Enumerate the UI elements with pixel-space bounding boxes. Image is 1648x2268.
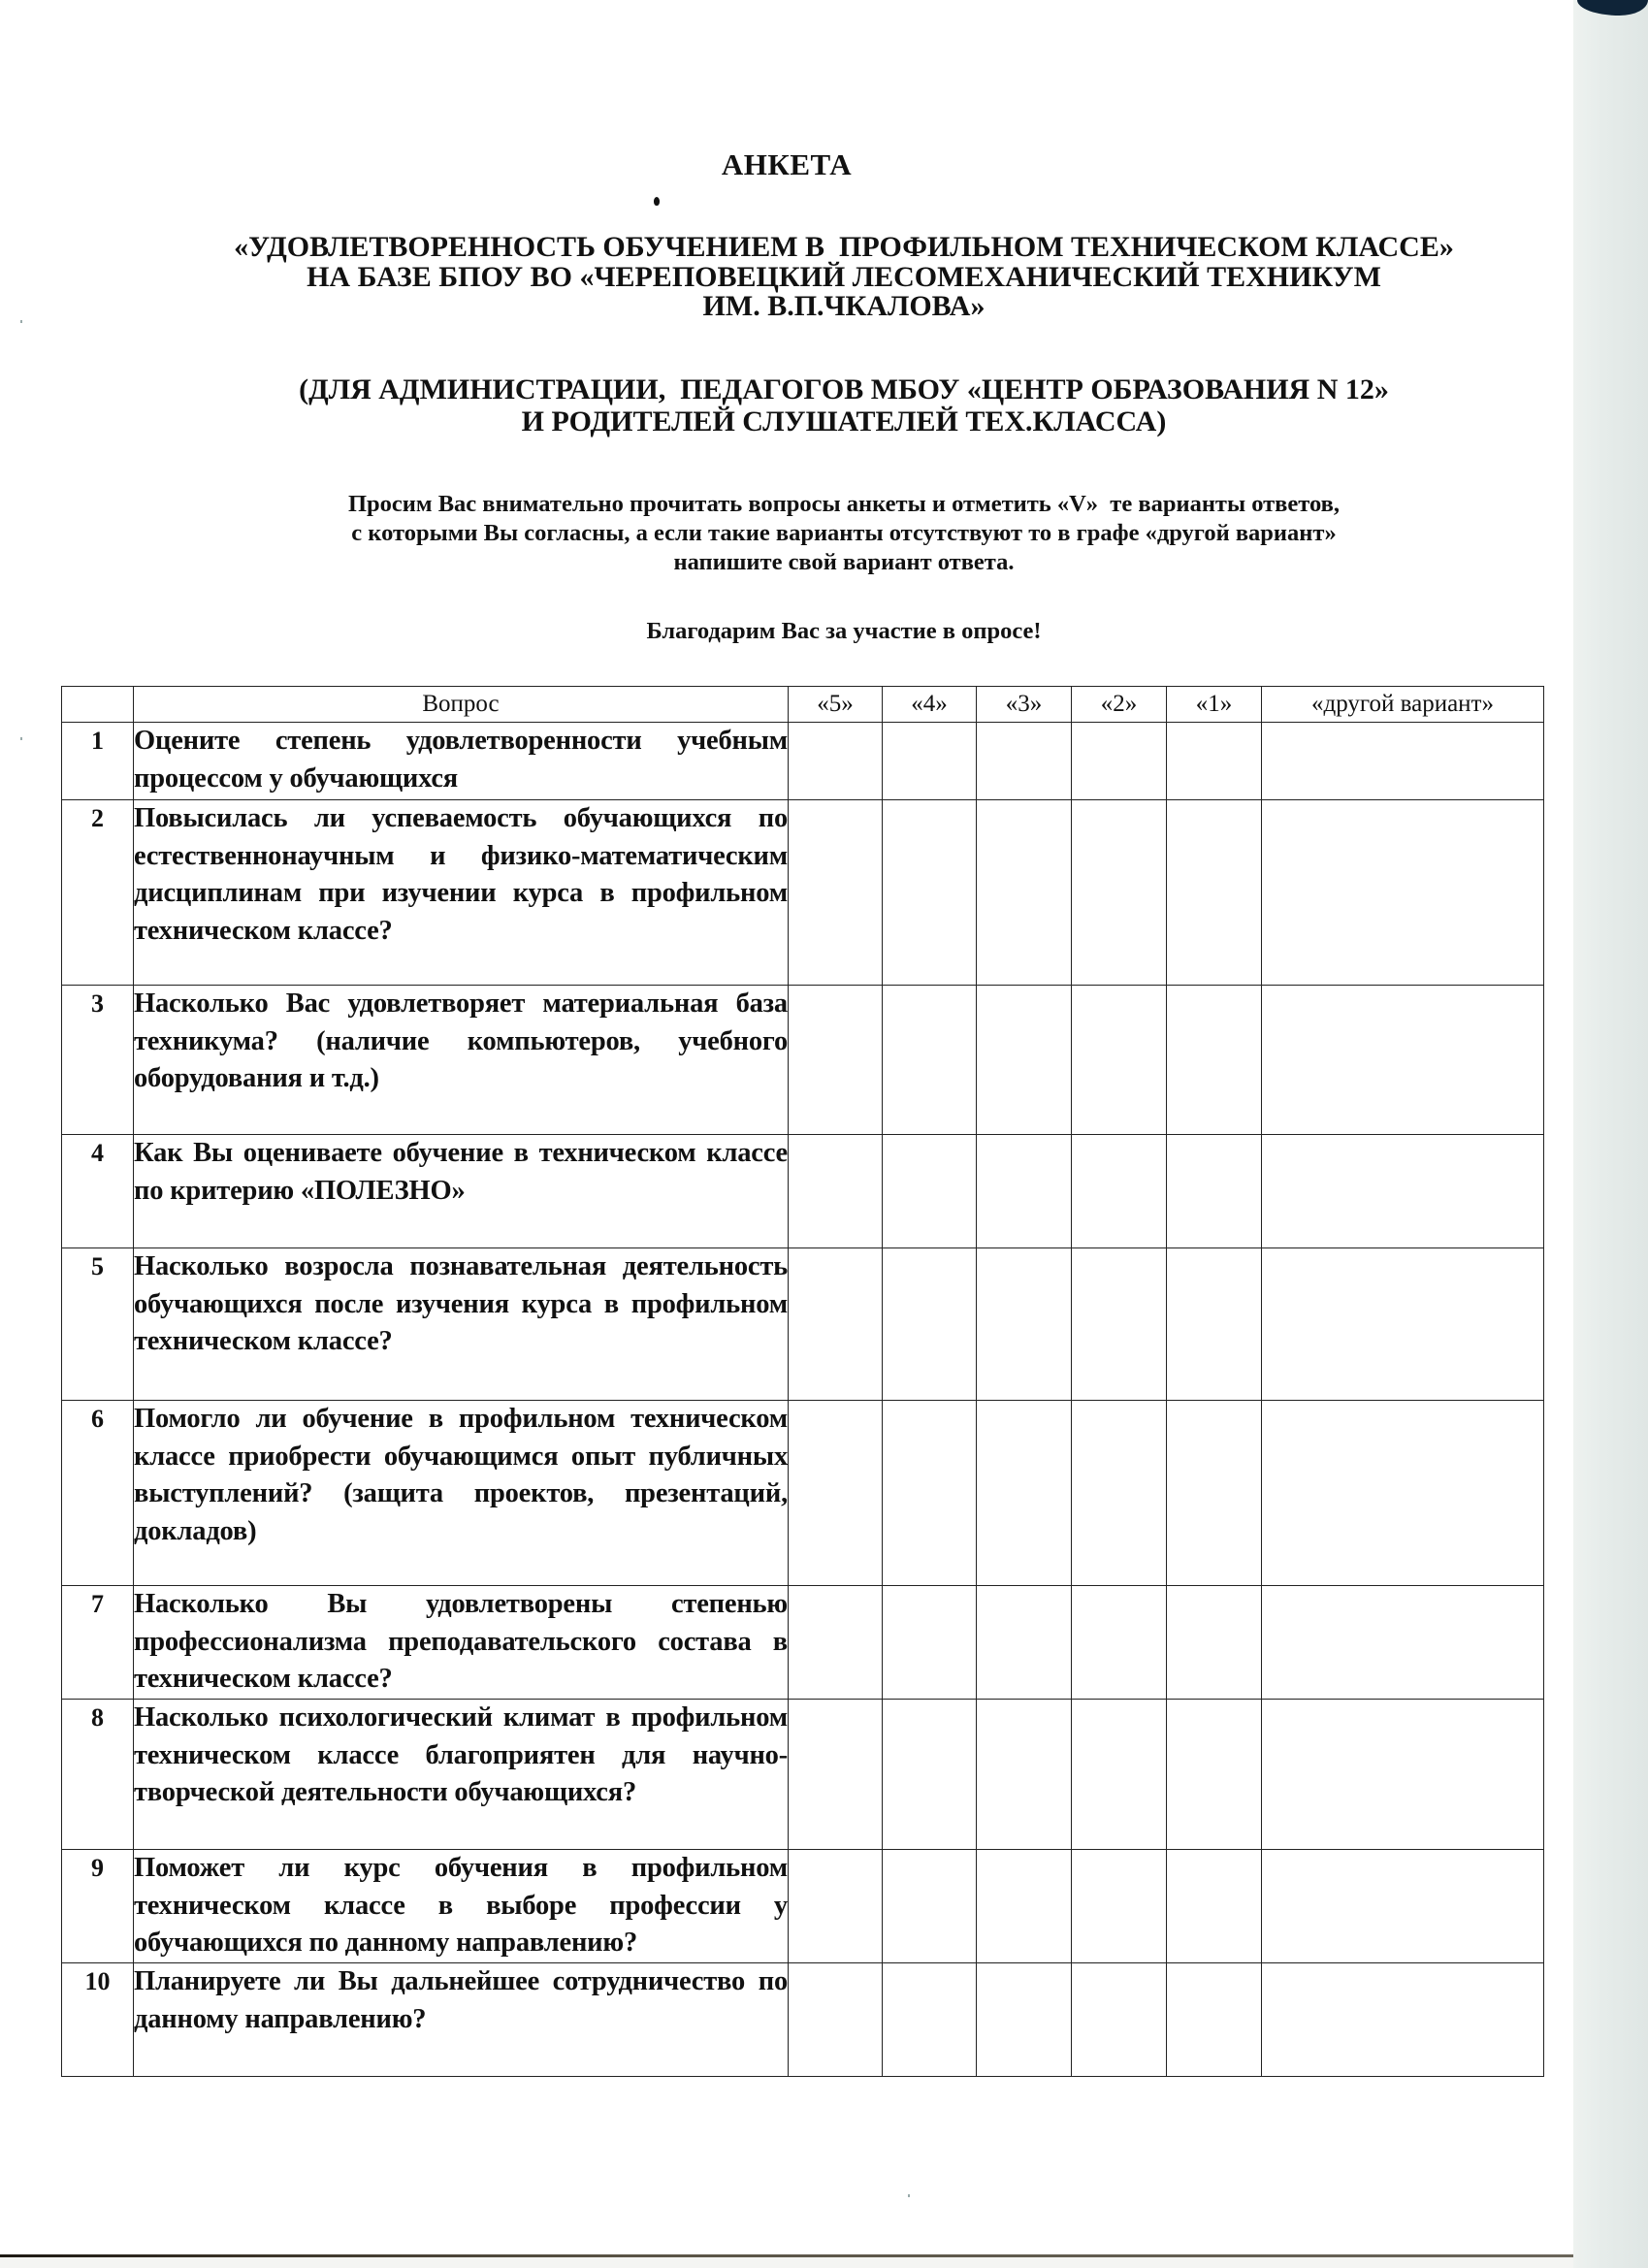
answer-cell-2[interactable]	[1072, 986, 1167, 1135]
answer-cell-5[interactable]	[789, 723, 883, 800]
header-grade-4: «4»	[883, 687, 977, 723]
answer-cell-5[interactable]	[789, 1850, 883, 1963]
row-number: 7	[62, 1586, 134, 1700]
subtitle-line: «УДОВЛЕТВОРЕННОСТЬ ОБУЧЕНИЕМ В ПРОФИЛЬНОМ ТЕХНИЧЕСКОМ КЛАССЕ»	[234, 231, 1454, 263]
scan-artifact-speck	[908, 2194, 910, 2197]
table-row	[62, 1401, 1544, 1586]
subtitle-line: ИМ. В.П.ЧКАЛОВА»	[702, 290, 986, 322]
table-row	[62, 1850, 1544, 1963]
survey-subtitle	[0, 233, 1648, 322]
answer-cell-1[interactable]	[1167, 986, 1262, 1135]
row-number: 6	[62, 1401, 134, 1586]
answer-cell-3[interactable]	[977, 1135, 1072, 1248]
row-number: 5	[62, 1248, 134, 1401]
answer-cell-3[interactable]	[977, 723, 1072, 800]
row-number: 1	[62, 723, 134, 800]
answer-cell-1[interactable]	[1167, 1135, 1262, 1248]
answer-cell-4[interactable]	[883, 1586, 977, 1700]
answer-cell-4[interactable]	[883, 1401, 977, 1586]
header-grade-1: «1»	[1167, 687, 1262, 723]
question-text: Помогло ли обучение в профильном техническом классе приобрести обучающимся опыт публичных выступлений? (защита проектов, презентаций, докладов)	[134, 1401, 789, 1586]
answer-cell-3[interactable]	[977, 1850, 1072, 1963]
answer-cell-other[interactable]	[1262, 1135, 1544, 1248]
audience-line: И РОДИТЕЛЕЙ СЛУШАТЕЛЕЙ ТЕХ.КЛАССА)	[521, 405, 1167, 437]
scan-bottom-margin	[0, 2257, 1576, 2268]
answer-cell-other[interactable]	[1262, 1401, 1544, 1586]
answer-cell-other[interactable]	[1262, 1963, 1544, 2077]
answer-cell-4[interactable]	[883, 800, 977, 986]
answer-cell-3[interactable]	[977, 1963, 1072, 2077]
instruction-line: напишите свой вариант ответа.	[673, 549, 1015, 575]
question-text: Насколько Вас удовлетворяет материальная база техникума? (наличие компьютеров, учебного оборудования и т.д.)	[134, 986, 789, 1135]
answer-cell-other[interactable]	[1262, 800, 1544, 986]
answer-cell-other[interactable]	[1262, 723, 1544, 800]
header-question: Вопрос	[134, 687, 789, 723]
table-row	[62, 1963, 1544, 2077]
answer-cell-2[interactable]	[1072, 800, 1167, 986]
survey-instructions	[0, 490, 1648, 577]
answer-cell-5[interactable]	[789, 800, 883, 986]
question-text: Насколько Вы удовлетворены степенью профессионализма преподавательского состава в техническом классе?	[134, 1586, 789, 1700]
question-text: Планируете ли Вы дальнейшее сотрудничество по данному направлению?	[134, 1963, 789, 2077]
answer-cell-1[interactable]	[1167, 1586, 1262, 1700]
answer-cell-1[interactable]	[1167, 1401, 1262, 1586]
instruction-line: Просим Вас внимательно прочитать вопросы анкеты и отметить «V» те варианты ответов,	[347, 491, 1340, 517]
answer-cell-4[interactable]	[883, 986, 977, 1135]
answer-cell-5[interactable]	[789, 1401, 883, 1586]
question-text: Насколько возросла познавательная деятельность обучающихся после изучения курса в профильном техническом классе?	[134, 1248, 789, 1401]
answer-cell-1[interactable]	[1167, 1248, 1262, 1401]
audience-line: (ДЛЯ АДМИНИСТРАЦИИ, ПЕДАГОГОВ МБОУ «ЦЕНТР ОБРАЗОВАНИЯ N 12»	[299, 373, 1389, 405]
row-number: 3	[62, 986, 134, 1135]
table-row	[62, 723, 1544, 800]
answer-cell-3[interactable]	[977, 1586, 1072, 1700]
answer-cell-1[interactable]	[1167, 1700, 1262, 1850]
answer-cell-other[interactable]	[1262, 986, 1544, 1135]
answer-cell-3[interactable]	[977, 986, 1072, 1135]
subtitle-line: НА БАЗЕ БПОУ ВО «ЧЕРЕПОВЕЦКИЙ ЛЕСОМЕХАНИЧЕСКИЙ ТЕХНИКУМ	[307, 260, 1381, 293]
survey-table	[61, 686, 1544, 2077]
table-row	[62, 1135, 1544, 1248]
question-text: Как Вы оцениваете обучение в техническом классе по критерию «ПОЛЕЗНО»	[134, 1135, 789, 1248]
document-title: АНКЕТА	[721, 147, 853, 181]
answer-cell-2[interactable]	[1072, 723, 1167, 800]
table-header-row	[62, 687, 1544, 723]
answer-cell-2[interactable]	[1072, 1248, 1167, 1401]
thanks-note: Благодарим Вас за участие в опросе!	[646, 618, 1042, 644]
question-text: Оцените степень удовлетворенности учебным процессом у обучающихся	[134, 723, 789, 800]
answer-cell-other[interactable]	[1262, 1248, 1544, 1401]
answer-cell-4[interactable]	[883, 1700, 977, 1850]
answer-cell-2[interactable]	[1072, 1401, 1167, 1586]
answer-cell-other[interactable]	[1262, 1700, 1544, 1850]
answer-cell-4[interactable]	[883, 1135, 977, 1248]
table-row	[62, 986, 1544, 1135]
question-text: Насколько психологический климат в профильном техническом классе благоприятен для научно-творческой деятельности обучающихся?	[134, 1700, 789, 1850]
answer-cell-3[interactable]	[977, 1401, 1072, 1586]
table-row	[62, 800, 1544, 986]
answer-cell-4[interactable]	[883, 1850, 977, 1963]
answer-cell-3[interactable]	[977, 800, 1072, 986]
answer-cell-5[interactable]	[789, 1963, 883, 2077]
instruction-line: с которыми Вы согласны, а если такие варианты отсутствуют то в графе «другой вариант»	[351, 520, 1337, 546]
header-number	[62, 687, 134, 723]
header-grade-5: «5»	[789, 687, 883, 723]
question-text: Повысилась ли успеваемость обучающихся по естественнонаучным и физико-математическим дисциплинам при изучении курса в профильном техническом классе?	[134, 800, 789, 986]
table-row	[62, 1248, 1544, 1401]
answer-cell-2[interactable]	[1072, 1850, 1167, 1963]
answer-cell-5[interactable]	[789, 1248, 883, 1401]
table-row	[62, 1700, 1544, 1850]
answer-cell-2[interactable]	[1072, 1700, 1167, 1850]
answer-cell-other[interactable]	[1262, 1586, 1544, 1700]
row-number: 8	[62, 1700, 134, 1850]
scanner-edge-strip	[1573, 0, 1648, 2268]
answer-cell-1[interactable]	[1167, 1963, 1262, 2077]
answer-cell-4[interactable]	[883, 723, 977, 800]
scan-artifact-speck	[20, 737, 22, 740]
scan-artifact-dot	[654, 197, 660, 206]
answer-cell-1[interactable]	[1167, 800, 1262, 986]
row-number: 2	[62, 800, 134, 986]
answer-cell-1[interactable]	[1167, 723, 1262, 800]
survey-audience	[0, 373, 1648, 437]
row-number: 4	[62, 1135, 134, 1248]
answer-cell-5[interactable]	[789, 986, 883, 1135]
answer-cell-2[interactable]	[1072, 1963, 1167, 2077]
answer-cell-2[interactable]	[1072, 1135, 1167, 1248]
answer-cell-5[interactable]	[789, 1135, 883, 1248]
answer-cell-1[interactable]	[1167, 1850, 1262, 1963]
answer-cell-3[interactable]	[977, 1248, 1072, 1401]
answer-cell-4[interactable]	[883, 1248, 977, 1401]
row-number: 10	[62, 1963, 134, 2077]
answer-cell-5[interactable]	[789, 1586, 883, 1700]
row-number: 9	[62, 1850, 134, 1963]
answer-cell-other[interactable]	[1262, 1850, 1544, 1963]
table-row	[62, 1586, 1544, 1700]
header-grade-2: «2»	[1072, 687, 1167, 723]
answer-cell-3[interactable]	[977, 1700, 1072, 1850]
answer-cell-2[interactable]	[1072, 1586, 1167, 1700]
answer-cell-5[interactable]	[789, 1700, 883, 1850]
header-other-option: «другой вариант»	[1262, 687, 1544, 723]
question-text: Поможет ли курс обучения в профильном техническом классе в выборе профессии у обучающихся по данному направлению?	[134, 1850, 789, 1963]
header-grade-3: «3»	[977, 687, 1072, 723]
answer-cell-4[interactable]	[883, 1963, 977, 2077]
